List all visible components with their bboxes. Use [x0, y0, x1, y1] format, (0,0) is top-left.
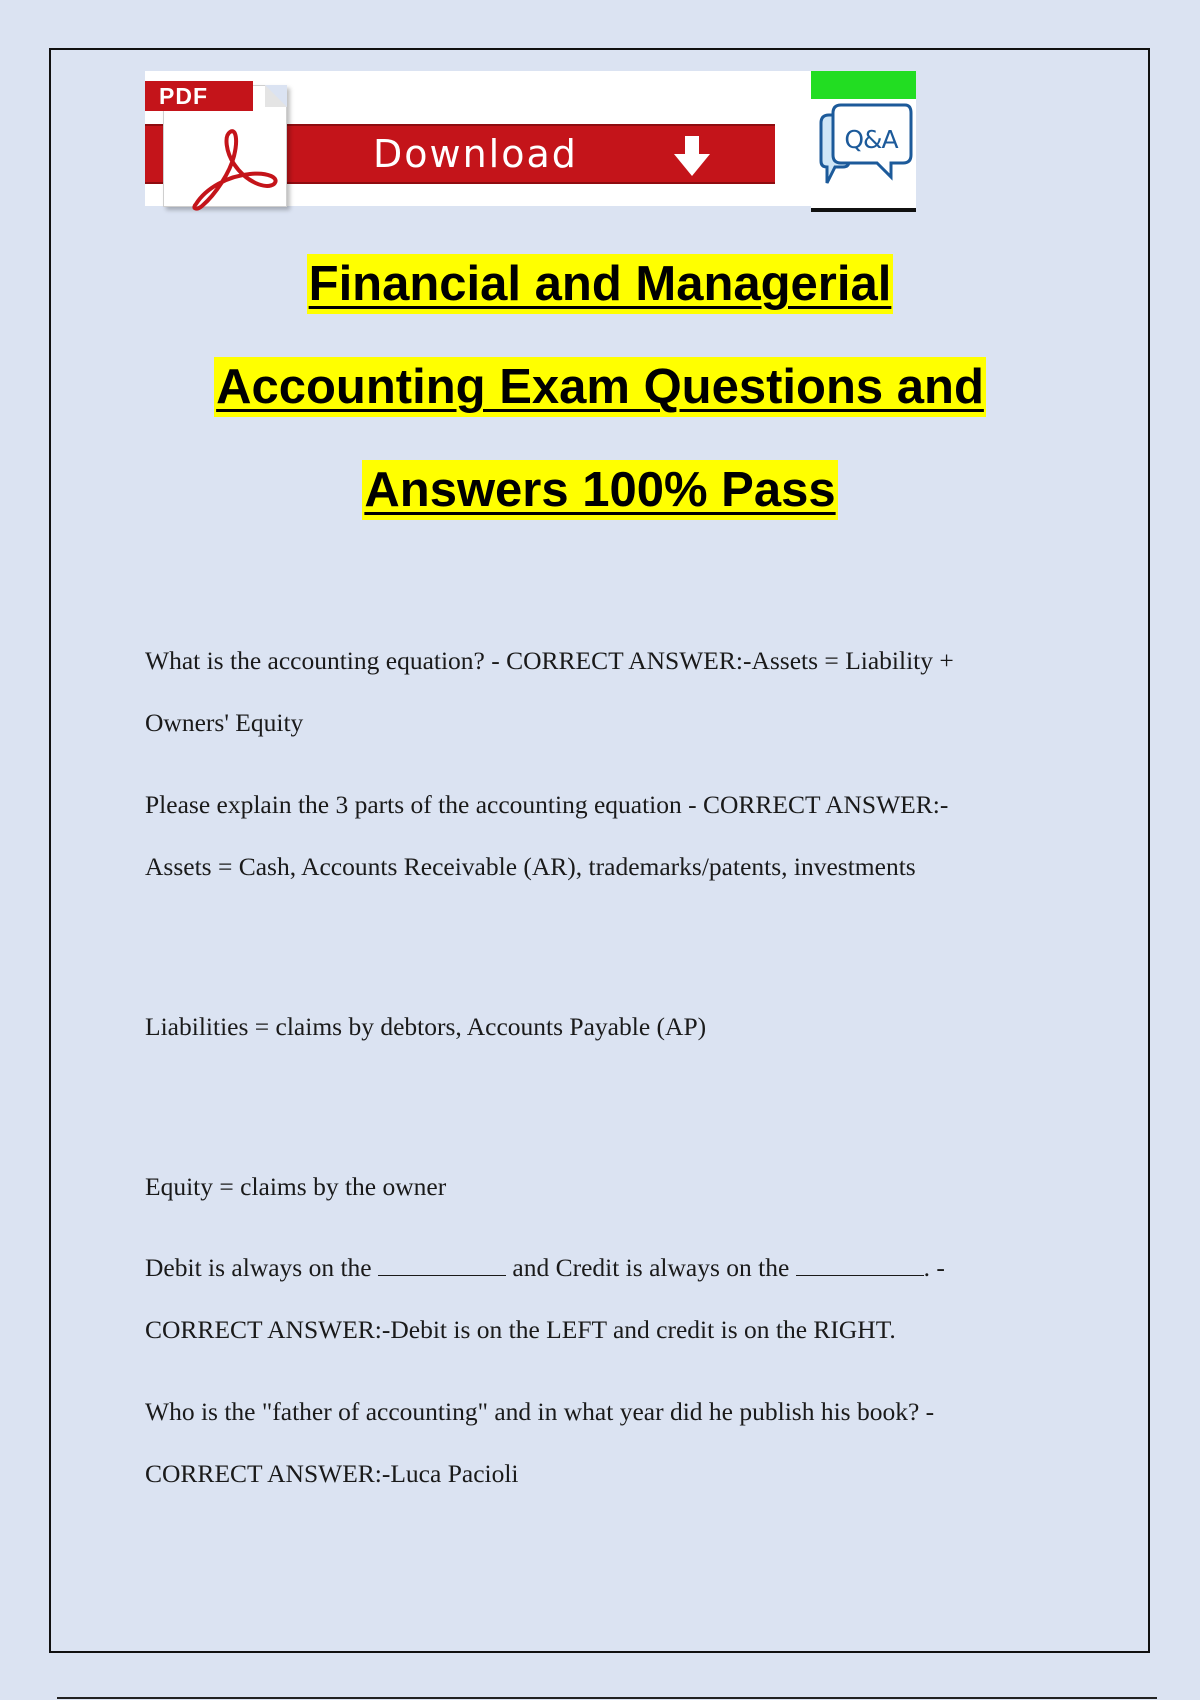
question-1: [145, 630, 1045, 754]
down-arrow-icon: [672, 134, 712, 178]
qa-badge: [811, 71, 916, 212]
question-3: [145, 1237, 1045, 1361]
title-text-3: Answers 100% Pass: [362, 460, 837, 520]
question-3-part-2: and Credit is always on the: [506, 1253, 796, 1282]
download-label[interactable]: Download: [373, 132, 578, 176]
title-line-3: [60, 449, 1140, 552]
question-1-line-2: Owners' Equity: [145, 708, 304, 737]
pdf-tag: PDF: [145, 81, 253, 111]
question-2: [145, 774, 1045, 898]
title-line-2: [60, 346, 1140, 449]
question-4-line-2: CORRECT ANSWER:-Luca Pacioli: [145, 1459, 519, 1488]
bottom-divider: [57, 1697, 1157, 1699]
question-3-line-2: CORRECT ANSWER:-Debit is on the LEFT and credit is on the RIGHT.: [145, 1315, 896, 1344]
equity-line: Equity = claims by the owner: [145, 1172, 447, 1201]
question-3-part-3: . -: [923, 1253, 945, 1282]
title-line-1: [60, 243, 1140, 346]
question-2-line-2: Assets = Cash, Accounts Receivable (AR), trademarks/patents, investments: [145, 852, 916, 881]
pdf-download-banner[interactable]: [145, 71, 815, 206]
fill-in-blank: [796, 1255, 924, 1276]
title-text-1: Financial and Managerial: [307, 254, 894, 314]
fill-in-blank: [378, 1255, 506, 1276]
question-4: [145, 1381, 1045, 1505]
qa-label: Q&A: [844, 125, 898, 154]
acrobat-logo-icon: [188, 126, 288, 216]
question-3-part-1: Debit is always on the: [145, 1253, 378, 1282]
question-4-line-1: Who is the "father of accounting" and in what year did he publish his book? -: [145, 1397, 935, 1426]
liabilities-line: Liabilities = claims by debtors, Accounts Payable (AP): [145, 1012, 707, 1041]
question-1-line-1: What is the accounting equation? - CORRECT ANSWER:-Assets = Liability +: [145, 646, 954, 675]
qa-green-bar: [811, 71, 916, 99]
question-3-line-1: [145, 1237, 1045, 1299]
page-fold: [265, 85, 287, 107]
title-text-2: Accounting Exam Questions and: [214, 357, 986, 417]
document-title: [60, 243, 1140, 552]
question-2-line-1: Please explain the 3 parts of the accounting equation - CORRECT ANSWER:-: [145, 790, 949, 819]
